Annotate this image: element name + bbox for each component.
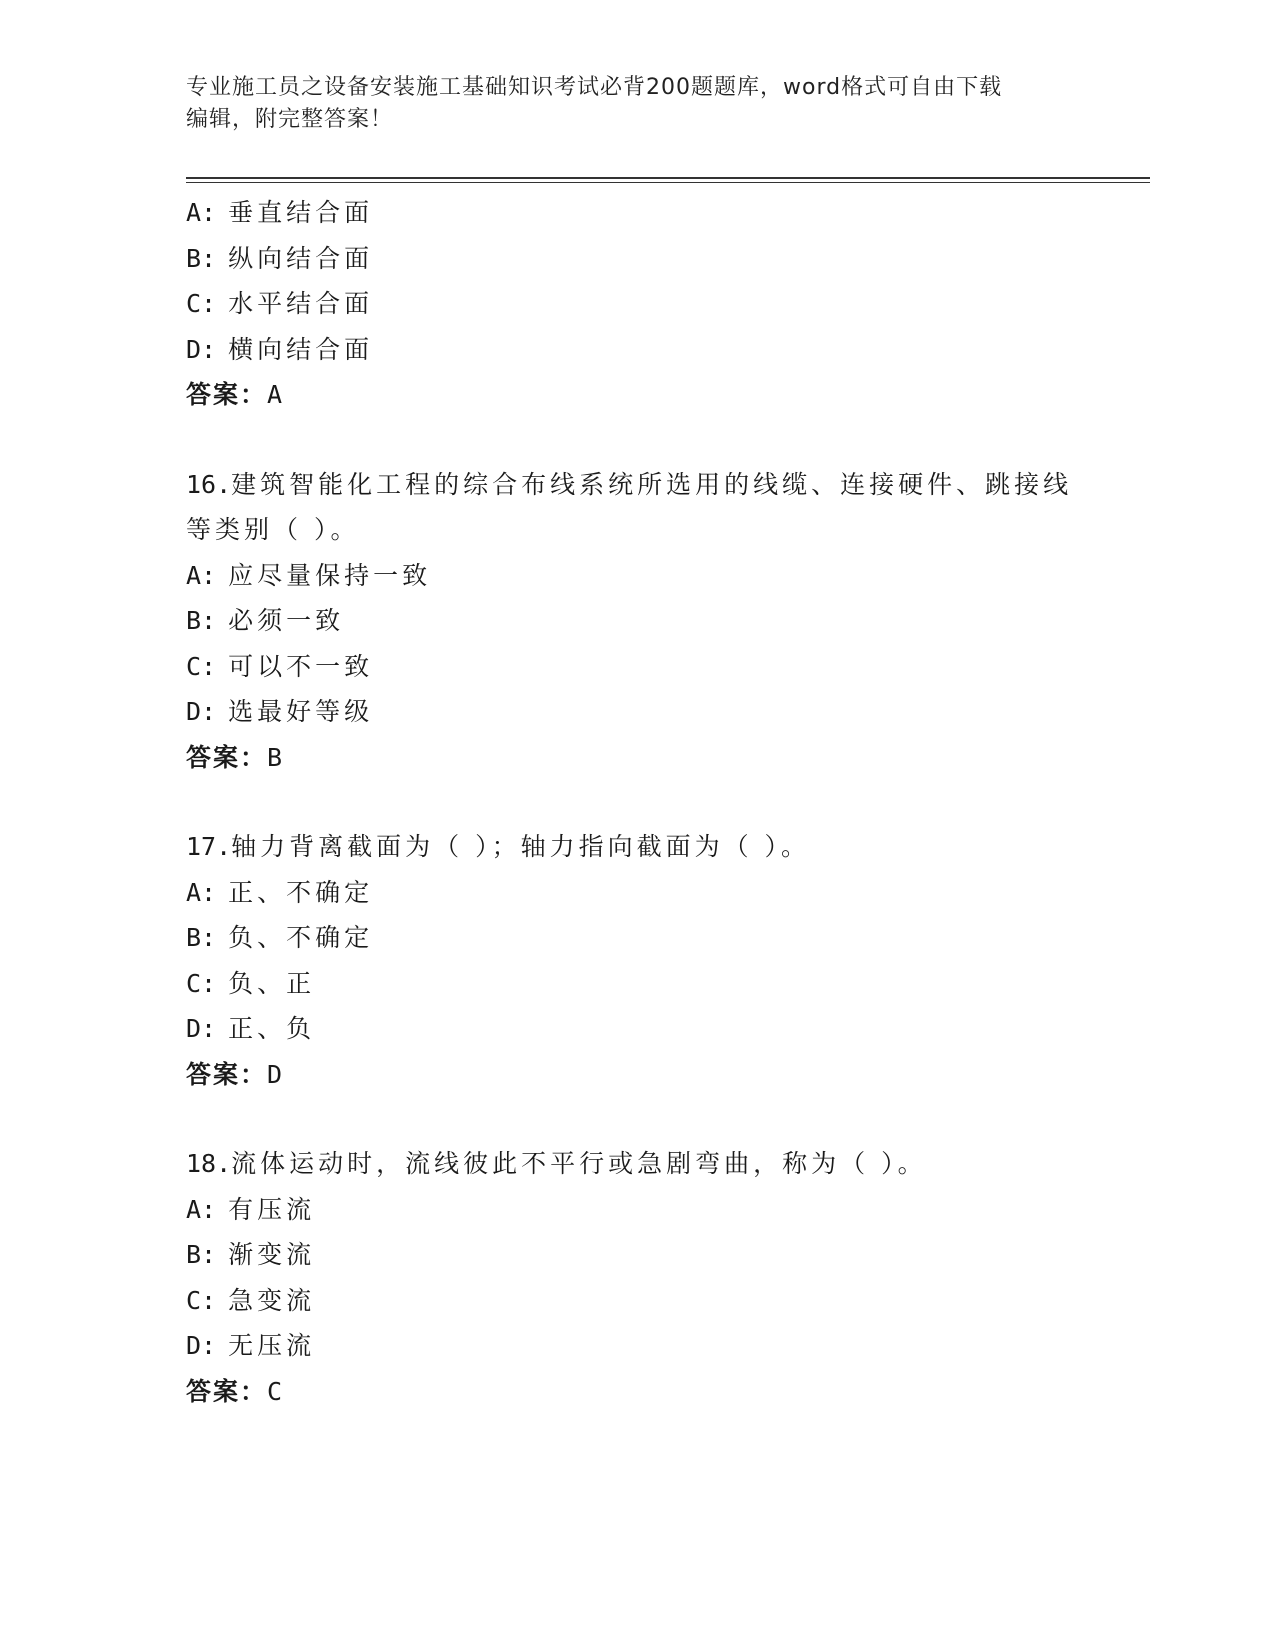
question-block-18 xyxy=(186,1141,1086,1414)
option-key: D: xyxy=(186,1331,217,1360)
option-text: 水平结合面 xyxy=(228,289,374,318)
option-text: 纵向结合面 xyxy=(228,243,374,273)
option-c xyxy=(186,1278,1086,1324)
question-block-partial xyxy=(186,190,1086,418)
answer-line xyxy=(186,1369,1086,1415)
option-key: C: xyxy=(186,651,217,681)
answer-line xyxy=(186,372,1086,418)
option-d xyxy=(186,689,1086,735)
option-key: A: xyxy=(186,877,217,907)
answer-line xyxy=(186,1052,1086,1098)
option-a xyxy=(186,553,1086,599)
option-d xyxy=(186,1006,1086,1052)
header-line-2: 编辑，附完整答案！ xyxy=(186,107,394,132)
option-d xyxy=(186,1323,1086,1369)
option-key: B: xyxy=(186,1240,217,1269)
header-divider-thin xyxy=(186,182,1150,183)
option-key: D: xyxy=(186,1014,217,1043)
option-text: 横向结合面 xyxy=(228,334,374,364)
question-stem xyxy=(186,824,1086,870)
option-c xyxy=(186,961,1086,1007)
option-text: 负、不确定 xyxy=(228,923,374,952)
option-key: D: xyxy=(186,334,217,364)
answer-line xyxy=(186,735,1086,781)
question-block-17 xyxy=(186,824,1086,1097)
answer-label: 答案： xyxy=(186,1376,268,1406)
option-b xyxy=(186,236,1086,282)
answer-label: 答案： xyxy=(186,742,268,772)
option-key: B: xyxy=(186,606,217,635)
question-number: 16. xyxy=(186,469,232,499)
option-a xyxy=(186,870,1086,916)
header-divider-thick xyxy=(186,177,1150,179)
option-d xyxy=(186,327,1086,373)
option-key: C: xyxy=(186,289,217,318)
option-text: 负、正 xyxy=(228,968,316,998)
answer-value: D xyxy=(267,1059,283,1089)
answer-label: 答案： xyxy=(186,380,268,409)
option-text: 渐变流 xyxy=(228,1240,316,1269)
option-key: B: xyxy=(186,243,217,273)
answer-value: C xyxy=(267,1376,283,1406)
option-text: 急变流 xyxy=(228,1285,316,1315)
option-text: 正、不确定 xyxy=(228,877,374,907)
question-stem xyxy=(186,462,1086,508)
question-number: 17. xyxy=(186,832,232,861)
question-stem-line-1: 建筑智能化工程的综合布线系统所选用的线缆、连接硬件、跳接线 xyxy=(231,469,1073,499)
question-list xyxy=(186,190,1086,1414)
option-key: A: xyxy=(186,560,217,590)
question-number: 18. xyxy=(186,1149,232,1178)
option-key: D: xyxy=(186,697,217,726)
question-stem xyxy=(186,1141,1086,1187)
question-block-16 xyxy=(186,462,1086,781)
answer-value: B xyxy=(267,742,283,772)
option-text: 应尽量保持一致 xyxy=(228,560,432,590)
option-b xyxy=(186,1232,1086,1278)
document-header xyxy=(186,72,1086,136)
option-text: 垂直结合面 xyxy=(228,198,374,227)
option-text: 可以不一致 xyxy=(228,651,374,681)
option-text: 选最好等级 xyxy=(228,697,374,726)
option-key: C: xyxy=(186,968,217,998)
option-text: 无压流 xyxy=(228,1331,316,1360)
header-line-1: 专业施工员之设备安装施工基础知识考试必背200题题库，word格式可自由下载 xyxy=(186,75,1003,100)
answer-label: 答案： xyxy=(186,1059,268,1089)
option-a xyxy=(186,1187,1086,1233)
option-c xyxy=(186,644,1086,690)
option-c xyxy=(186,281,1086,327)
option-key: B: xyxy=(186,923,217,952)
option-text: 必须一致 xyxy=(228,606,345,635)
option-text: 正、负 xyxy=(228,1014,316,1043)
option-b xyxy=(186,598,1086,644)
option-key: A: xyxy=(186,1194,217,1224)
question-stem-line-1: 轴力背离截面为（ ）；轴力指向截面为（ ）。 xyxy=(231,832,811,861)
option-key: A: xyxy=(186,198,217,227)
option-key: C: xyxy=(186,1285,217,1315)
option-text: 有压流 xyxy=(228,1194,316,1224)
question-stem-line-2: 等类别（ ）。 xyxy=(186,515,360,544)
option-b xyxy=(186,915,1086,961)
question-stem-line-1: 流体运动时，流线彼此不平行或急剧弯曲，称为（ ）。 xyxy=(231,1149,927,1178)
option-a xyxy=(186,190,1086,236)
answer-value: A xyxy=(267,380,283,409)
